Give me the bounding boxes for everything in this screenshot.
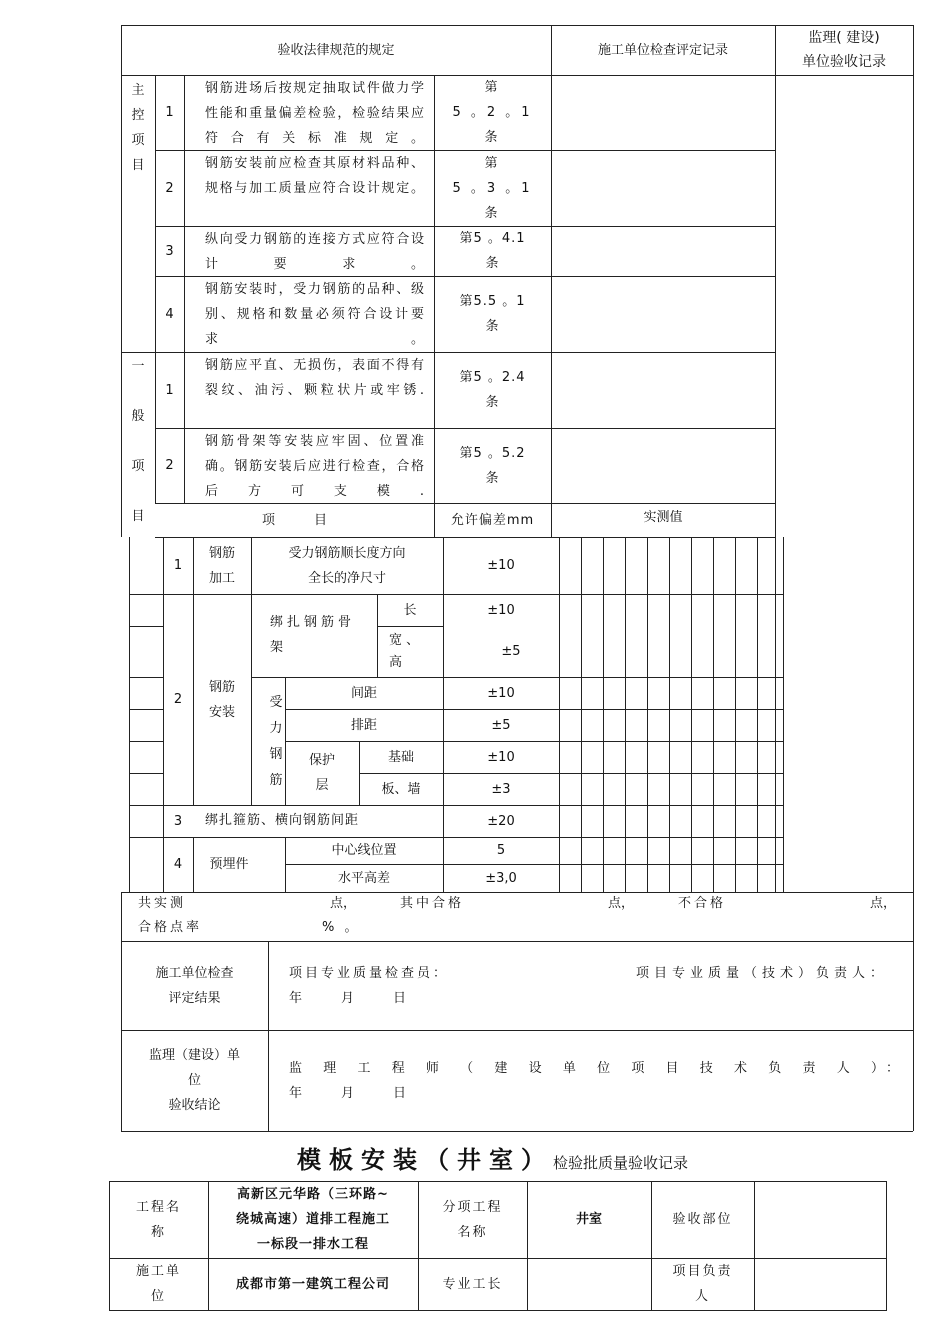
summary-points-2: 点，	[608, 896, 635, 911]
tol-r3-item: 绑扎箍筋、横向钢筋间距	[205, 813, 360, 828]
mc-3-clause: 第5 。4.1 条	[459, 231, 526, 271]
tol-length-label: 长	[403, 602, 417, 618]
mc-2-no: 2	[165, 180, 174, 196]
gen-1-text: 钢筋应平直、无损伤，表面不得有裂纹、油污、颗粒状片或牢锈.	[205, 358, 425, 398]
tol-base-value: ±10	[487, 749, 515, 765]
subproject-name-value: 井室	[575, 1212, 602, 1227]
sub-header-measured: 实测值	[643, 509, 683, 525]
summary-rate-label: 合格点率	[138, 920, 203, 935]
tol-level-label: 水平高差	[337, 870, 390, 886]
construction-result-label: 施工单位检查 评定结果	[155, 965, 234, 1006]
tol-spacing-label: 间距	[350, 685, 377, 701]
mc-4-text: 钢筋安装时，受力钢筋的品种、级别、规格和数量必须符合设计要求。	[205, 282, 425, 347]
header-provision: 验收法律规范的规定	[277, 42, 395, 58]
tol-r4-cat: 预埋件	[209, 857, 249, 872]
summary-total: 共实测	[138, 896, 187, 911]
project-name-value: 高新区元华路（三环路~ 绕城高速）道排工程施工 一标段一排水工程	[235, 1187, 390, 1252]
gen-2-clause: 第5 。5.2 条	[459, 445, 526, 486]
tol-r2-cat: 钢筋 安装	[208, 679, 235, 720]
tol-width-height-label: 宽 、 高	[389, 633, 420, 670]
foreman-label: 专业工长	[442, 1276, 503, 1292]
tol-cover-label: 保护 层	[308, 753, 335, 793]
tol-r1-value: ±10	[487, 558, 515, 573]
mc-4-no: 4	[165, 306, 174, 322]
tol-r3-value: ±20	[487, 813, 515, 829]
tol-base-label: 基础	[387, 749, 414, 765]
construction-unit-label: 施工单 位	[135, 1264, 181, 1304]
general-label: 一 般 项 目	[131, 359, 145, 524]
tol-spacing-value: ±10	[487, 685, 515, 701]
tol-r1-item: 受力钢筋顺长度方向 全长的净尺寸	[288, 545, 406, 586]
mc-1-text: 钢筋进场后按规定抽取试件做力学性能和重量偏差检验，检验结果应符合有关标准规定。	[205, 81, 425, 146]
tol-frame-label: 绑扎钢筋骨 架	[270, 615, 356, 655]
gen-1-clause: 第5 。2.4 条	[459, 370, 526, 410]
foreman-value	[527, 1258, 651, 1310]
gen-2-text: 钢筋骨架等安装应牢固、位置准确。钢筋安装后应进行检查，合格后方可支模.	[205, 434, 425, 499]
mc-2-text: 钢筋安装前应检查其原材料品种、规格与加工质量应符合设计规定。	[205, 156, 425, 196]
tol-slab-value: ±3	[491, 781, 511, 797]
supervision-date: 年 月 日	[289, 1086, 407, 1101]
tol-r2-no: 2	[173, 692, 183, 707]
tol-length-value: ±10	[487, 602, 515, 618]
supervision-result-label: 监理（建设）单 位 验收结论	[148, 1048, 240, 1113]
mc-1-no: 1	[165, 105, 174, 120]
tol-r1-no: 1	[173, 558, 183, 573]
header-supervision-record: 监理( 建设) 单位验收记录	[802, 30, 886, 70]
summary-qualified: 其中合格	[400, 896, 465, 911]
construction-date: 年 月 日	[289, 991, 407, 1006]
mc-1-clause: 第 5 。2 。1 条	[452, 80, 533, 145]
mc-2-clause: 第 5 。3 。1 条	[452, 155, 533, 221]
tol-r4-no: 4	[173, 857, 183, 872]
summary-points-3: 点，	[870, 896, 897, 911]
quality-leader-label: 项目专业质量（技术）负责人：	[636, 966, 889, 981]
mc-3-text: 纵向受力钢筋的连接方式应符合设计要求。	[205, 232, 425, 272]
tol-r1-cat: 钢筋 加工	[208, 545, 235, 586]
second-form-title-main: 模板安装（井室）	[297, 1146, 553, 1174]
acceptance-part-value	[754, 1181, 886, 1258]
summary-unqualified: 不合格	[678, 896, 727, 911]
tol-center-value: 5	[496, 843, 506, 858]
project-name-label: 工程名 称	[135, 1199, 181, 1240]
subproject-name-label: 分项工程 名称	[442, 1199, 503, 1240]
project-manager-value	[754, 1258, 886, 1310]
tol-center-label: 中心线位置	[331, 843, 397, 858]
quality-inspector-label: 项目专业质量检查员：	[289, 966, 450, 981]
gen-2-no: 2	[165, 458, 174, 473]
summary-rate-unit: % 。	[322, 920, 361, 935]
tol-slab-label: 板、墙	[381, 781, 421, 797]
tol-rebar-label: 受 力 钢 筋	[269, 695, 283, 788]
sub-header-tolerance: 允许偏差mm	[450, 512, 535, 528]
second-form-title-sub: 检验批质量验收记录	[553, 1154, 689, 1172]
tol-row-spacing-label: 排距	[350, 717, 377, 733]
acceptance-part-label: 验收部位	[672, 1212, 733, 1227]
gen-1-no: 1	[165, 382, 174, 398]
tol-row-spacing-value: ±5	[491, 717, 511, 733]
sub-header-item: 项 目	[261, 512, 327, 528]
tol-r3-no: 3	[173, 813, 183, 829]
header-construction-record: 施工单位检查评定记录	[597, 42, 728, 58]
summary-points-1: 点，	[330, 896, 357, 911]
project-manager-label: 项目负责 人	[672, 1264, 733, 1304]
mc-4-clause: 第5.5 。1 条	[459, 294, 526, 334]
tol-width-height-value: ±5	[501, 644, 521, 659]
main-control-label: 主 控 项 目	[131, 83, 145, 173]
mc-3-no: 3	[165, 243, 174, 259]
supervision-engineer-label: 监 理 工 程 师 （ 建 设 单 位 项 目 技 术 负 责 人 ）：	[289, 1061, 899, 1076]
construction-unit-value: 成都市第一建筑工程公司	[235, 1276, 390, 1292]
second-form-title	[297, 1140, 688, 1185]
tol-level-value: ±3,0	[485, 870, 517, 886]
